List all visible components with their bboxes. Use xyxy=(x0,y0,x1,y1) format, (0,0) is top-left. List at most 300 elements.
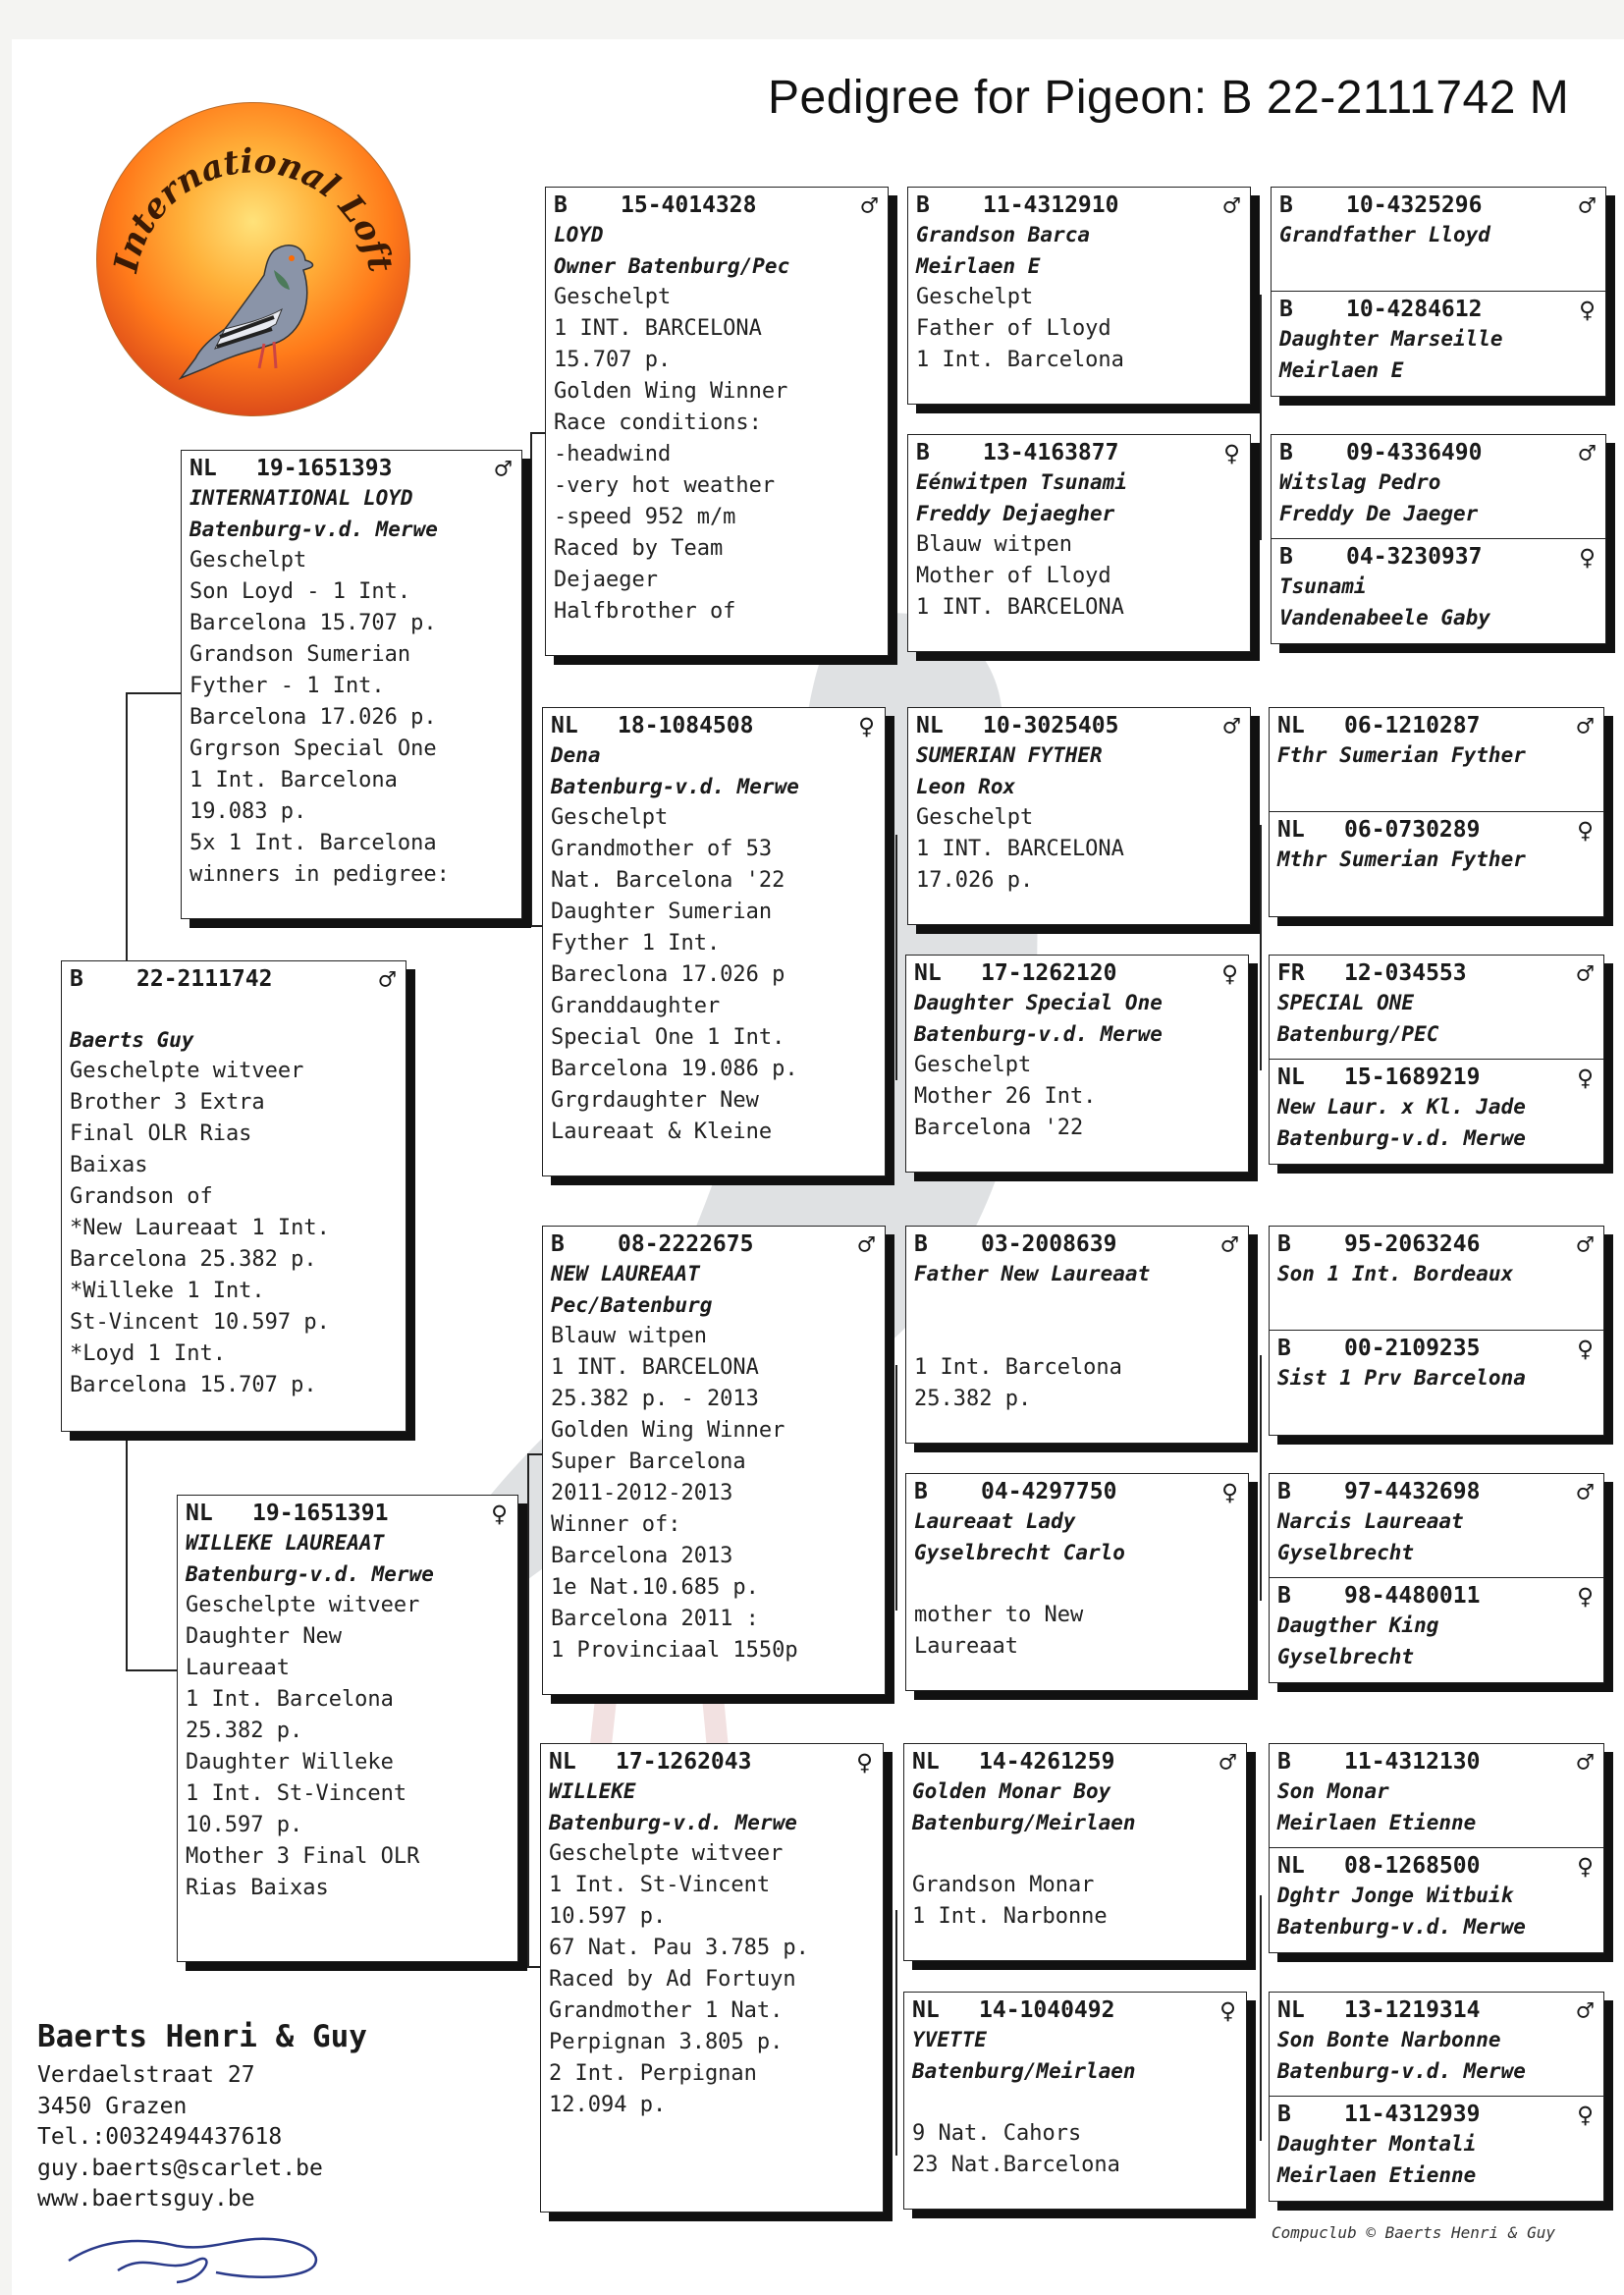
info-line: Geschelpte witveer xyxy=(549,1841,784,1866)
info-line: Perpignan 3.805 p. xyxy=(549,2030,784,2054)
info-line: 25.382 p. xyxy=(186,1719,303,1743)
ring-number: 15-1689219 xyxy=(1344,1065,1481,1090)
card-header xyxy=(70,962,400,996)
pigeon-name: SUMERIAN FYTHER xyxy=(916,743,1103,767)
gen4-pair-2 xyxy=(1271,434,1606,644)
info-line: Special One 1 Int. xyxy=(551,1025,785,1050)
card-header xyxy=(1277,1745,1597,1778)
pigeon-name: YVETTE xyxy=(912,2028,987,2051)
info-line: Daughter New xyxy=(186,1624,342,1649)
ring-number: 97-4432698 xyxy=(1344,1479,1481,1504)
sex-symbol: ♂ xyxy=(1219,1745,1236,1778)
info-line xyxy=(914,1568,1242,1600)
gen4-female xyxy=(1270,1847,1603,1946)
pigeon-name: Son Bonte Narbonne xyxy=(1277,2028,1501,2051)
card-header xyxy=(189,452,515,485)
country-code: NL xyxy=(912,1997,940,2023)
info-line: 1 INT. BARCELONA xyxy=(916,837,1124,861)
pigeon-name: Golden Monar Boy xyxy=(912,1779,1111,1803)
pigeon-name: Eénwitpen Tsunami xyxy=(916,470,1127,494)
info-line: Daughter Willeke xyxy=(186,1750,394,1775)
ring-number: 08-1268500 xyxy=(1344,1853,1481,1879)
info-line: Geschelpt xyxy=(916,805,1034,830)
sex-symbol: ♀ xyxy=(856,1745,873,1778)
country-code: B xyxy=(1279,544,1293,570)
connector-subject-sire xyxy=(126,692,183,970)
info-line: Laureaat xyxy=(186,1656,290,1680)
info-line: 1 INT. BARCELONA xyxy=(551,1355,759,1380)
ring-number: 08-2222675 xyxy=(618,1231,754,1257)
ring-number: 12-034553 xyxy=(1344,960,1467,986)
info-line: Barcelona '22 xyxy=(914,1116,1084,1140)
sex-symbol: ♂ xyxy=(858,1228,875,1261)
pigeon-name: WILLEKE LAUREAAT xyxy=(186,1531,385,1555)
sex-symbol: ♀ xyxy=(858,709,875,742)
info-line: Winner of: xyxy=(551,1512,681,1537)
info-line: Dejaeger xyxy=(554,568,658,592)
card-header xyxy=(551,1228,879,1261)
country-code: NL xyxy=(186,1501,213,1526)
info-line: -speed 952 m/m xyxy=(554,505,736,529)
pigeon-breeder: Leon Rox xyxy=(916,775,1016,798)
ring-number: 17-1262043 xyxy=(616,1749,752,1775)
sex-symbol: ♂ xyxy=(1577,1475,1594,1508)
sex-symbol: ♂ xyxy=(1223,189,1240,222)
info-line: 5x 1 Int. Barcelona xyxy=(189,831,437,855)
sex-symbol: ♀ xyxy=(1221,1475,1238,1508)
card-header xyxy=(1277,1475,1597,1508)
granddam-paternal-card xyxy=(542,707,886,1176)
pigeon-breeder: Freddy Dejaegher xyxy=(916,502,1115,525)
pigeon-name xyxy=(70,993,400,1024)
card-header xyxy=(916,189,1244,222)
granddam-maternal-card xyxy=(540,1743,884,2213)
country-code: FR xyxy=(1277,960,1305,986)
gen3-card-7 xyxy=(903,1743,1247,1961)
card-header xyxy=(549,1745,877,1778)
info-line: St-Vincent 10.597 p. xyxy=(70,1310,330,1335)
pigeon-breeder: Batenburg-v.d. Merwe xyxy=(189,518,438,541)
pigeon-breeder: Pec/Batenburg xyxy=(551,1293,713,1317)
info-line: Granddaughter xyxy=(551,994,721,1018)
owner-info xyxy=(37,2019,367,2215)
ring-number: 19-1651393 xyxy=(256,456,393,481)
owner-email: guy.baerts@scarlet.be xyxy=(37,2155,323,2181)
info-line: 1 Int. Barcelona xyxy=(914,1355,1122,1380)
owner-address: Verdaelstraat 27 xyxy=(37,2062,255,2088)
gen4-male xyxy=(1272,188,1605,254)
pigeon-name: Son 1 Int. Bordeaux xyxy=(1277,1262,1514,1285)
ring-number: 22-2111742 xyxy=(136,966,273,992)
info-line: Barcelona 17.026 p. xyxy=(189,705,437,730)
info-line: winners in pedigree: xyxy=(189,862,450,887)
owner-website: www.baertsguy.be xyxy=(37,2186,255,2212)
info-line: 23 Nat.Barcelona xyxy=(912,2153,1120,2177)
info-line: Halfbrother of xyxy=(554,599,736,624)
sire-card xyxy=(181,450,522,919)
country-code: B xyxy=(1277,2102,1291,2127)
gen3-card-1 xyxy=(907,187,1251,405)
card-header xyxy=(914,1475,1242,1508)
card-header xyxy=(1277,1228,1597,1261)
info-line: Grandson Sumerian xyxy=(189,642,411,667)
pigeon-name: Daughter Special One xyxy=(914,991,1163,1014)
sex-symbol: ♀ xyxy=(1579,293,1596,326)
pigeon-name: Daugther King xyxy=(1277,1613,1439,1637)
card-header xyxy=(1279,436,1599,469)
pigeon-breeder: Batenburg-v.d. Merwe xyxy=(549,1811,797,1834)
info-line: Laureaat xyxy=(914,1634,1018,1659)
pigeon-name: Daughter Marseille xyxy=(1279,327,1503,351)
pigeon-name: Narcis Laureaat xyxy=(1277,1509,1464,1533)
country-code: NL xyxy=(549,1749,576,1775)
ring-number: 14-4261259 xyxy=(979,1749,1115,1775)
pigeon-breeder: Meirlaen E xyxy=(916,254,1041,278)
pigeon-name: Grandson Barca xyxy=(916,223,1091,246)
gen4-male xyxy=(1270,1474,1603,1572)
info-line: Father of Lloyd xyxy=(916,316,1111,341)
gen3-card-2 xyxy=(907,434,1251,652)
info-line: Final OLR Rias xyxy=(70,1121,252,1146)
gen4-pair-8 xyxy=(1269,1992,1604,2202)
info-line: *Loyd 1 Int. xyxy=(70,1341,226,1366)
info-line: Bareclona 17.026 p xyxy=(551,962,785,987)
info-line: Barcelona 15.707 p. xyxy=(189,611,437,635)
info-line: 9 Nat. Cahors xyxy=(912,2121,1082,2146)
ring-number: 19-1651391 xyxy=(252,1501,389,1526)
signature-icon xyxy=(59,2221,353,2290)
gen4-female xyxy=(1272,538,1605,637)
country-code: NL xyxy=(914,960,942,986)
ring-number: 13-1219314 xyxy=(1344,1997,1481,2023)
sex-symbol: ♂ xyxy=(1577,1994,1594,2027)
info-line: Blauw witpen xyxy=(916,532,1072,557)
country-code: NL xyxy=(1277,1065,1305,1090)
card-header xyxy=(1279,540,1599,574)
pigeon-breeder: Batenburg-v.d. Merwe xyxy=(1277,2059,1526,2083)
info-line: Geschelpt xyxy=(189,548,307,573)
pigeon-breeder: Batenburg/Meirlaen xyxy=(912,2059,1136,2083)
pigeon-breeder: Meirlaen Etienne xyxy=(1277,1811,1477,1834)
ring-number: 04-4297750 xyxy=(981,1479,1117,1504)
page-title: Pedigree for Pigeon: B 22-2111742 M xyxy=(768,72,1570,124)
gen3-card-6 xyxy=(905,1473,1249,1691)
pigeon-name: NEW LAUREAAT xyxy=(551,1262,700,1285)
info-line: Fyther 1 Int. xyxy=(551,931,721,956)
pigeon-name: LOYD xyxy=(554,223,604,246)
gen3-card-4 xyxy=(905,955,1249,1173)
card-header xyxy=(554,189,882,222)
country-code: B xyxy=(914,1231,928,1257)
pigeon-breeder: Meirlaen Etienne xyxy=(1277,2163,1477,2187)
country-code: B xyxy=(1277,1749,1291,1775)
gen4-female xyxy=(1270,2096,1603,2195)
card-header xyxy=(912,1745,1240,1778)
info-line: Nat. Barcelona '22 xyxy=(551,868,785,893)
gen4-female xyxy=(1270,1059,1603,1158)
sex-symbol: ♂ xyxy=(1577,709,1594,742)
gen4-pair-6 xyxy=(1269,1473,1604,1683)
pigeon-breeder: Owner Batenburg/Pec xyxy=(554,254,790,278)
pigeon-breeder: Freddy De Jaeger xyxy=(1279,502,1479,525)
info-line: 15.707 p. xyxy=(554,348,672,372)
country-code: B xyxy=(554,192,568,218)
pigeon-breeder: Batenburg-v.d. Merwe xyxy=(186,1562,434,1586)
pigeon-name: Mthr Sumerian Fyther xyxy=(1277,847,1526,871)
info-line: 1 Int. Barcelona xyxy=(189,768,398,792)
sex-symbol: ♂ xyxy=(1577,1228,1594,1261)
gen4-male xyxy=(1270,956,1603,1054)
pigeon-breeder: Batenburg/PEC xyxy=(1277,1022,1439,1046)
pigeon-breeder: Batenburg-v.d. Merwe xyxy=(551,775,799,798)
ring-number: 98-4480011 xyxy=(1344,1583,1481,1609)
info-line: 1 Int. Narbonne xyxy=(912,1904,1108,1929)
info-line: Rias Baixas xyxy=(186,1876,329,1900)
info-line: Grandson of xyxy=(70,1184,213,1209)
info-line xyxy=(912,2087,1240,2118)
info-line: 1 Int. Barcelona xyxy=(916,348,1124,372)
info-line: -very hot weather xyxy=(554,473,776,498)
pigeon-name: SPECIAL ONE xyxy=(1277,991,1415,1014)
gen4-male xyxy=(1272,435,1605,533)
card-header xyxy=(912,1994,1240,2027)
sex-symbol: ♀ xyxy=(491,1497,508,1530)
sex-symbol: ♂ xyxy=(1221,1228,1238,1261)
gen3-card-5 xyxy=(905,1226,1249,1444)
pigeon-breeder: Batenburg-v.d. Merwe xyxy=(1277,1915,1526,1939)
ring-number: 10-4325296 xyxy=(1346,192,1483,218)
subject-pigeon-card xyxy=(61,960,406,1432)
info-line: 17.026 p. xyxy=(916,868,1034,893)
info-line: 25.382 p. xyxy=(914,1387,1032,1411)
info-line: Grgrson Special One xyxy=(189,737,437,761)
sex-symbol: ♀ xyxy=(1577,2098,1594,2131)
info-line: Geschelpte witveer xyxy=(70,1059,304,1083)
card-header xyxy=(1279,293,1599,326)
country-code: B xyxy=(1279,192,1293,218)
country-code: NL xyxy=(189,456,217,481)
info-line: Geschelpt xyxy=(551,805,669,830)
info-line: Brother 3 Extra xyxy=(70,1090,265,1115)
country-code: NL xyxy=(1277,817,1305,843)
sex-symbol: ♀ xyxy=(1577,1579,1594,1612)
card-header xyxy=(1277,1849,1597,1883)
country-code: B xyxy=(916,440,930,465)
info-line: Laureaat & Kleine xyxy=(551,1120,773,1144)
info-line: Grgrdaughter New xyxy=(551,1088,759,1113)
info-line: Grandmother 1 Nat. xyxy=(549,1998,784,2023)
country-code: NL xyxy=(1277,713,1305,738)
loft-logo xyxy=(96,102,410,416)
sex-symbol: ♀ xyxy=(1577,1332,1594,1365)
info-line: Race conditions: xyxy=(554,410,762,435)
gen4-male xyxy=(1270,708,1603,775)
owner-phone: Tel.:0032494437618 xyxy=(37,2124,283,2150)
country-code: B xyxy=(70,966,83,992)
info-line: 1 INT. BARCELONA xyxy=(916,595,1124,620)
info-line: 1 INT. BARCELONA xyxy=(554,316,762,341)
pigeon-logo-icon xyxy=(97,103,409,415)
sex-symbol: ♀ xyxy=(1577,1849,1594,1883)
ring-number: 11-4312939 xyxy=(1344,2102,1481,2127)
card-header xyxy=(1277,1579,1597,1612)
card-header xyxy=(916,436,1244,469)
gen4-pair-3 xyxy=(1269,707,1604,917)
pigeon-name: INTERNATIONAL LOYD xyxy=(189,486,413,510)
info-line: Golden Wing Winner xyxy=(554,379,788,404)
pigeon-name: Daughter Montali xyxy=(1277,2132,1477,2156)
pigeon-breeder: Batenburg-v.d. Merwe xyxy=(914,1022,1163,1046)
info-line: Grandmother of 53 xyxy=(551,837,773,861)
owner-city: 3450 Grazen xyxy=(37,2093,188,2119)
sex-symbol: ♂ xyxy=(1577,956,1594,990)
ring-number: 06-1210287 xyxy=(1344,713,1481,738)
sex-symbol: ♂ xyxy=(1579,189,1596,222)
sex-symbol: ♂ xyxy=(495,452,512,485)
grandsire-maternal-card xyxy=(542,1226,886,1695)
country-code: B xyxy=(1279,440,1293,465)
gen4-male xyxy=(1270,1993,1603,2091)
country-code: B xyxy=(1277,1479,1291,1504)
country-code: NL xyxy=(916,713,944,738)
ring-number: 09-4336490 xyxy=(1346,440,1483,465)
info-line: Son Loyd - 1 Int. xyxy=(189,579,411,604)
info-line: Golden Wing Winner xyxy=(551,1418,785,1443)
info-line: Mother 26 Int. xyxy=(914,1084,1097,1109)
sex-symbol: ♂ xyxy=(379,962,396,996)
sex-symbol: ♂ xyxy=(1577,1745,1594,1778)
ring-number: 03-2008639 xyxy=(981,1231,1117,1257)
pigeon-breeder xyxy=(914,1289,1242,1321)
pigeon-name: WILLEKE xyxy=(549,1779,636,1803)
info-line: 2 Int. Perpignan xyxy=(549,2061,757,2086)
country-code: B xyxy=(551,1231,565,1257)
info-line: Blauw witpen xyxy=(551,1324,707,1348)
ring-number: 10-4284612 xyxy=(1346,297,1483,322)
pigeon-breeder: Gyselbrecht Carlo xyxy=(914,1541,1125,1564)
info-line: 25.382 p. - 2013 xyxy=(551,1387,759,1411)
info-line: 12.094 p. xyxy=(549,2093,667,2117)
card-header xyxy=(1277,956,1597,990)
sex-symbol: ♂ xyxy=(1579,436,1596,469)
gen4-pair-1 xyxy=(1271,187,1606,397)
svg-text:International Loft: International Loft xyxy=(106,141,401,276)
pigeon-name: New Laur. x Kl. Jade xyxy=(1277,1095,1526,1119)
sex-symbol: ♀ xyxy=(1223,436,1240,469)
info-line: 1 Provinciaal 1550p xyxy=(551,1638,798,1663)
info-line: Barcelona 2013 xyxy=(551,1544,733,1568)
card-header xyxy=(914,1228,1242,1261)
pigeon-breeder: Baerts Guy xyxy=(70,1028,194,1052)
pigeon-name: Sist 1 Prv Barcelona xyxy=(1277,1366,1526,1390)
info-line: 1e Nat.10.685 p. xyxy=(551,1575,759,1600)
card-header xyxy=(186,1497,512,1530)
info-line: *Willeke 1 Int. xyxy=(70,1279,265,1303)
info-line: Raced by Ad Fortuyn xyxy=(549,1967,796,1992)
info-line: Daughter Sumerian xyxy=(551,900,773,924)
info-line: Barcelona 19.086 p. xyxy=(551,1057,798,1081)
info-line xyxy=(912,1838,1240,1870)
card-header xyxy=(1277,813,1597,847)
gen4-pair-4 xyxy=(1269,955,1604,1165)
country-code: NL xyxy=(1277,1997,1305,2023)
pigeon-name: Witslag Pedro xyxy=(1279,470,1441,494)
info-line: 1 Int. St-Vincent xyxy=(549,1873,771,1897)
country-code: B xyxy=(916,192,930,218)
gen4-female xyxy=(1270,1330,1603,1397)
ring-number: 11-4312130 xyxy=(1344,1749,1481,1775)
pigeon-name: Son Monar xyxy=(1277,1779,1389,1803)
info-line: 67 Nat. Pau 3.785 p. xyxy=(549,1936,809,1960)
pigeon-breeder: Gyselbrecht xyxy=(1277,1541,1415,1564)
pigeon-name: Tsunami xyxy=(1279,574,1367,598)
pigeon-breeder: Vandenabeele Gaby xyxy=(1279,606,1490,629)
card-header xyxy=(1277,709,1597,742)
info-line: Grandson Monar xyxy=(912,1873,1095,1897)
pigeon-name: Laureaat Lady xyxy=(914,1509,1076,1533)
card-header xyxy=(1277,1994,1597,2027)
info-line: *New Laureaat 1 Int. xyxy=(70,1216,330,1240)
gen3-card-3 xyxy=(907,707,1251,925)
card-header xyxy=(1277,1332,1597,1365)
sex-symbol: ♀ xyxy=(1579,540,1596,574)
card-header xyxy=(551,709,879,742)
info-line: Barcelona 2011 : xyxy=(551,1607,759,1631)
pigeon-name: Grandfather Lloyd xyxy=(1279,223,1490,246)
card-header xyxy=(1279,189,1599,222)
card-header xyxy=(1277,1061,1597,1094)
info-line: 1 Int. St-Vincent xyxy=(186,1781,407,1806)
country-code: NL xyxy=(1277,1853,1305,1879)
info-line: 19.083 p. xyxy=(189,799,307,824)
info-line: Geschelpt xyxy=(554,285,672,309)
pigeon-breeder: Batenburg/Meirlaen xyxy=(912,1811,1136,1834)
gen3-card-8 xyxy=(903,1992,1247,2210)
info-line: -headwind xyxy=(554,442,672,466)
sex-symbol: ♀ xyxy=(1577,1061,1594,1094)
country-code: B xyxy=(1279,297,1293,322)
ring-number: 14-1040492 xyxy=(979,1997,1115,2023)
gen4-male xyxy=(1270,1744,1603,1842)
pigeon-name: Father New Laureaat xyxy=(914,1262,1151,1285)
pigeon-breeder: Gyselbrecht xyxy=(1277,1645,1415,1668)
sex-symbol: ♀ xyxy=(1219,1994,1236,2027)
pigeon-name: Dghtr Jonge Witbuik xyxy=(1277,1884,1514,1907)
info-line: Geschelpt xyxy=(914,1053,1032,1077)
pigeon-breeder: Meirlaen E xyxy=(1279,358,1404,382)
info-line: Barcelona 15.707 p. xyxy=(70,1373,317,1397)
country-code: B xyxy=(1277,1336,1291,1361)
country-code: NL xyxy=(551,713,578,738)
gen4-female xyxy=(1272,291,1605,390)
country-code: B xyxy=(914,1479,928,1504)
info-line: Geschelpte witveer xyxy=(186,1593,420,1617)
country-code: B xyxy=(1277,1231,1291,1257)
grandsire-paternal-card xyxy=(545,187,889,656)
ring-number: 06-0730289 xyxy=(1344,817,1481,843)
ring-number: 95-2063246 xyxy=(1344,1231,1481,1257)
pigeon-name: Dena xyxy=(551,743,601,767)
gen4-female xyxy=(1270,1577,1603,1676)
gen4-pair-5 xyxy=(1269,1226,1604,1436)
sex-symbol: ♂ xyxy=(1223,709,1240,742)
card-header xyxy=(914,956,1242,990)
info-line: Mother of Lloyd xyxy=(916,564,1111,588)
dam-card xyxy=(177,1495,518,1962)
gen4-male xyxy=(1270,1227,1603,1293)
ring-number: 15-4014328 xyxy=(621,192,757,218)
ring-number: 00-2109235 xyxy=(1344,1336,1481,1361)
